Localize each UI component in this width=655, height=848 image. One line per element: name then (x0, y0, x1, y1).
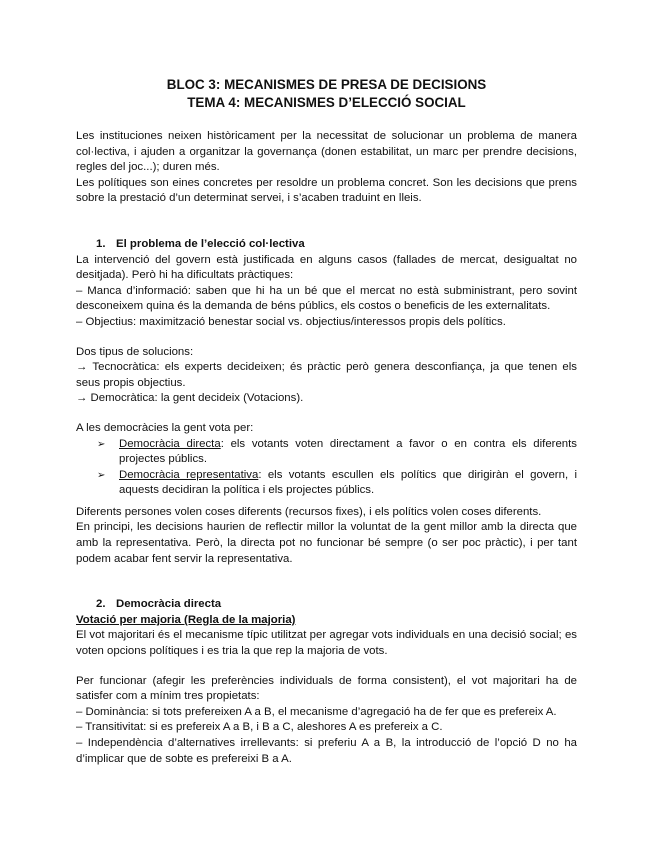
representative-democracy-definition: : els votants escullen els polítics que dirigiràn el govern, i aquests decidiran la política i els projectes públics. (119, 468, 577, 497)
section-2-number: 2. (96, 598, 106, 611)
different-preferences-paragraph: Diferents persones volen coses diferents (recursos fixes), i els polítics volen coses diferents. (76, 505, 542, 518)
section-1-number: 1. (96, 237, 106, 250)
property-dominance: – Dominància: si tots prefereixen A a B, el mecanisme d’agregació ha de fer que es prefereix A. (76, 705, 557, 718)
property-transitivity: – Transitivitat: si es prefereix A a B, i B a C, aleshores A es prefereix a C. (76, 721, 443, 734)
majority-vote-paragraph: El vot majoritari és el mecanisme típic utilitzat per agregar vots individuals en una decisió social; es voten opcions polítiques i es tria la que rep la majoria de vots. (76, 629, 577, 658)
document-title-block (76, 76, 577, 111)
arrow-bullet-icon: ➢ (97, 438, 106, 450)
list-item-representative-democracy (97, 468, 577, 499)
solutions-intro: Dos tipus de solucions: (76, 345, 194, 358)
vote-intro: A les democràcies la gent vota per: (76, 421, 254, 434)
section-1-title: El problema de l’elecció col·lectiva (116, 237, 305, 250)
property-independence: – Independència d’alternatives irrellevants: si preferiu A a B, la introducció de l’opció D no ha d’implicar que de sobte es prefereixi B a A. (76, 737, 577, 765)
section-2-heading (96, 597, 577, 613)
difficulty-information: – Manca d’informació: saben que hi ha un bé que el mercat no està subministrant, pero sovint desconeixem quina és la demanda de béns públics, els costos o beneficis de les externalitats. (76, 284, 577, 313)
properties-intro-paragraph: Per funcionar (afegir les preferències individuals de forma consistent), el vot majoritari ha de satisfer com a mínim tres propietats: (76, 674, 577, 703)
representative-democracy-term: Democràcia representativa (119, 468, 259, 481)
direct-vs-representative-paragraph: En principi, les decisions haurien de reflectir millor la voluntat de la gent millor amb la directa que amb la representativa. Però, la directa pot no funcionar bé sempre (o ser poc pràctic), i per tant podem acabar fent servir la representativa. (76, 521, 577, 565)
bloc-title: BLOC 3: MECANISMES DE PRESA DE DECISIONS (166, 77, 487, 92)
intro-paragraph-policies: Les polítiques son eines concretes per resoldre un problema concret. Son les decisions que prens sobre la prestació d’un determinat servei, i s’acaben traduint en lleis. (76, 176, 577, 205)
direct-democracy-definition: : els votants voten directament a favor o en contra els diferents projectes públics. (119, 437, 577, 466)
section-2-title: Democràcia directa (116, 598, 222, 611)
solution-technocratic: → Tecnocràtica: els experts decideixen; és pràctic però genera desconfiança, ja que tenen els seus propis objectius. (76, 361, 577, 389)
intro-paragraph-institutions: Les instituciones neixen històricament per la necessitat de solucionar un problema de manera col·lectiva, i ajuden a organitzar la governança (donen estabilitat, un marc per prendre decisions, regles del joc...); duren més. (76, 130, 577, 174)
difficulty-objectives: – Objectius: maximització benestar social vs. objectius/interessos propis dels polítics. (76, 315, 506, 328)
democracy-types-list (76, 437, 577, 499)
majority-vote-subheading: Votació per majoria (Regla de la majoria) (76, 613, 296, 626)
arrow-bullet-icon: ➢ (97, 469, 106, 481)
list-item-direct-democracy (97, 437, 577, 468)
section-1-paragraph: La intervenció del govern està justificada en alguns casos (fallades de mercat, desigualtat no desitjada). Però hi ha dificultats pràctiques: (76, 253, 577, 282)
direct-democracy-term: Democràcia directa (119, 437, 221, 450)
section-1-heading (96, 237, 577, 253)
tema-title: TEMA 4: MECANISMES D’ELECCIÓ SOCIAL (187, 94, 466, 110)
solution-democratic: → Democràtica: la gent decideix (Votacions). (76, 392, 304, 405)
